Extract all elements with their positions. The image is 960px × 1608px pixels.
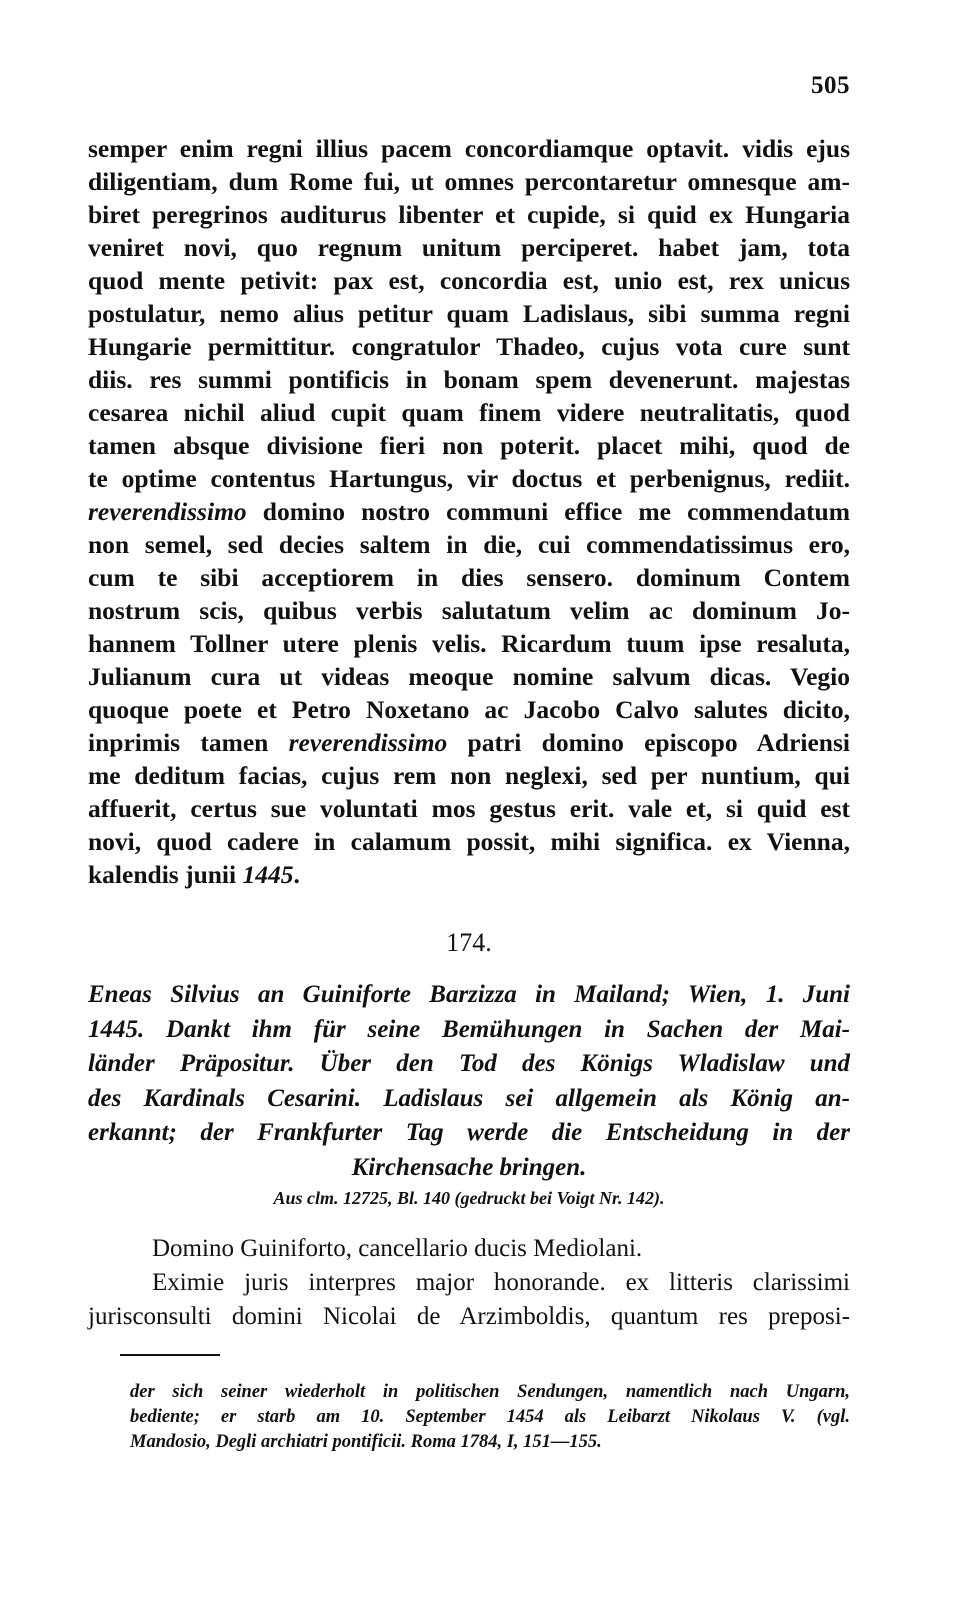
line-start: inprimis tamen <box>88 728 289 757</box>
line-rest: patri domino episcopo Adriensi <box>447 728 850 757</box>
body-line: veniret novi, quo regnum unitum perciperet. habet jam, tota <box>88 233 850 262</box>
body-line: Hungarie permittitur. congratulor Thadeo, cujus vota cure sunt <box>88 332 850 361</box>
body-line: cesarea nichil aliud cupit quam finem videre neutralitatis, quod <box>88 398 850 427</box>
body-line: Julianum cura ut videas meoque nomine salvum dicas. Vegio <box>88 662 850 691</box>
body-line: novi, quod cadere in calamum possit, mihi significa. ex Vienna, <box>88 827 850 856</box>
body-line <box>88 858 850 891</box>
book-page <box>88 0 850 1608</box>
letter-salutation: Domino Guiniforto, cancellario ducis Mediolani. <box>152 1235 643 1262</box>
italic-term: reverendissimo <box>288 728 448 757</box>
italic-year: 1445 <box>242 860 294 889</box>
body-line: biret peregrinos auditurus libenter et cupide, si quid ex Hungaria <box>88 200 850 229</box>
footnote-line: bediente; er starb am 10. September 1454 als Leibarzt Nikolaus V. (vgl. <box>130 1407 850 1427</box>
summary-line: Kirchensache bringen. <box>351 1153 587 1181</box>
body-line: te optime contentus Hartungus, vir doctus et perbenignus, rediit. <box>88 464 850 493</box>
footnote-divider <box>120 1354 220 1356</box>
summary-line: 1445. Dankt ihm für seine Bemühungen in Sachen der Mai- <box>88 1015 850 1043</box>
source-note: Aus clm. 12725, Bl. 140 (gedruckt bei Voigt Nr. 142). <box>273 1188 665 1208</box>
line-start: kalendis junii <box>88 860 243 889</box>
body-line: semper enim regni illius pacem concordiamque optavit. vidis ejus <box>88 134 850 163</box>
summary-line: länder Präpositur. Über den Tod des Königs Wladislaw und <box>88 1050 850 1077</box>
letter-line: Eximie juris interpres major honorande. ex litteris clarissimi <box>152 1269 850 1296</box>
body-line: quoque poete et Petro Noxetano ac Jacobo Calvo salutes dicito, <box>88 695 850 724</box>
italic-term: reverendissimo <box>88 497 247 526</box>
letter-line: jurisconsulti domini Nicolai de Arzimboldis, quantum res preposi- <box>88 1303 850 1330</box>
body-line: diis. res summi pontificis in bonam spem devenerunt. majestas <box>88 365 850 394</box>
body-line: tamen absque divisione fieri non poterit. placet mihi, quod de <box>88 431 850 460</box>
body-line: postulatur, nemo alius petitur quam Ladislaus, sibi summa regni <box>88 299 850 328</box>
letter-continuation <box>88 132 850 891</box>
body-line: quod mente petivit: pax est, concordia est, unio est, rex unicus <box>88 266 850 295</box>
line-rest: domino nostro communi effice me commendatum <box>246 497 850 526</box>
body-line: diligentiam, dum Rome fui, ut omnes percontaretur omnesque am- <box>88 167 850 196</box>
summary-line: erkannt; der Frankfurter Tag werde die Entscheidung in der <box>88 1119 850 1146</box>
letter-number: 174. <box>446 928 492 957</box>
summary-line: des Kardinals Cesarini. Ladislaus sei allgemein als König an- <box>88 1084 850 1112</box>
summary-line: Eneas Silvius an Guiniforte Barzizza in Mailand; Wien, 1. Juni <box>88 981 850 1008</box>
body-line: cum te sibi acceptiorem in dies sensero. dominum Contem <box>88 563 850 592</box>
page-number: 505 <box>811 72 850 99</box>
body-line: hannem Tollner utere plenis velis. Ricardum tuum ipse resaluta, <box>88 629 850 658</box>
body-line: affuerit, certus sue voluntati mos gestus erit. vale et, si quid est <box>88 794 850 823</box>
footnote-line: der sich seiner wiederholt in politischen Sendungen, namentlich nach Ungarn, <box>130 1382 850 1402</box>
body-line: non semel, sed decies saltem in die, cui commendatissimus ero, <box>88 530 850 559</box>
body-line: me deditum facias, cujus rem non neglexi, sed per nuntium, qui <box>88 761 850 790</box>
body-line <box>88 726 850 759</box>
body-line <box>88 495 850 528</box>
letter-body <box>88 1232 850 1334</box>
footnote-line: Mandosio, Degli archiatri pontificii. Roma 1784, I, 151—155. <box>130 1432 602 1452</box>
body-line: nostrum scis, quibus verbis salutatum velim ac dominum Jo- <box>88 596 850 625</box>
line-rest: . <box>293 860 300 889</box>
letter-summary <box>88 978 850 1185</box>
footnote <box>130 1380 850 1455</box>
